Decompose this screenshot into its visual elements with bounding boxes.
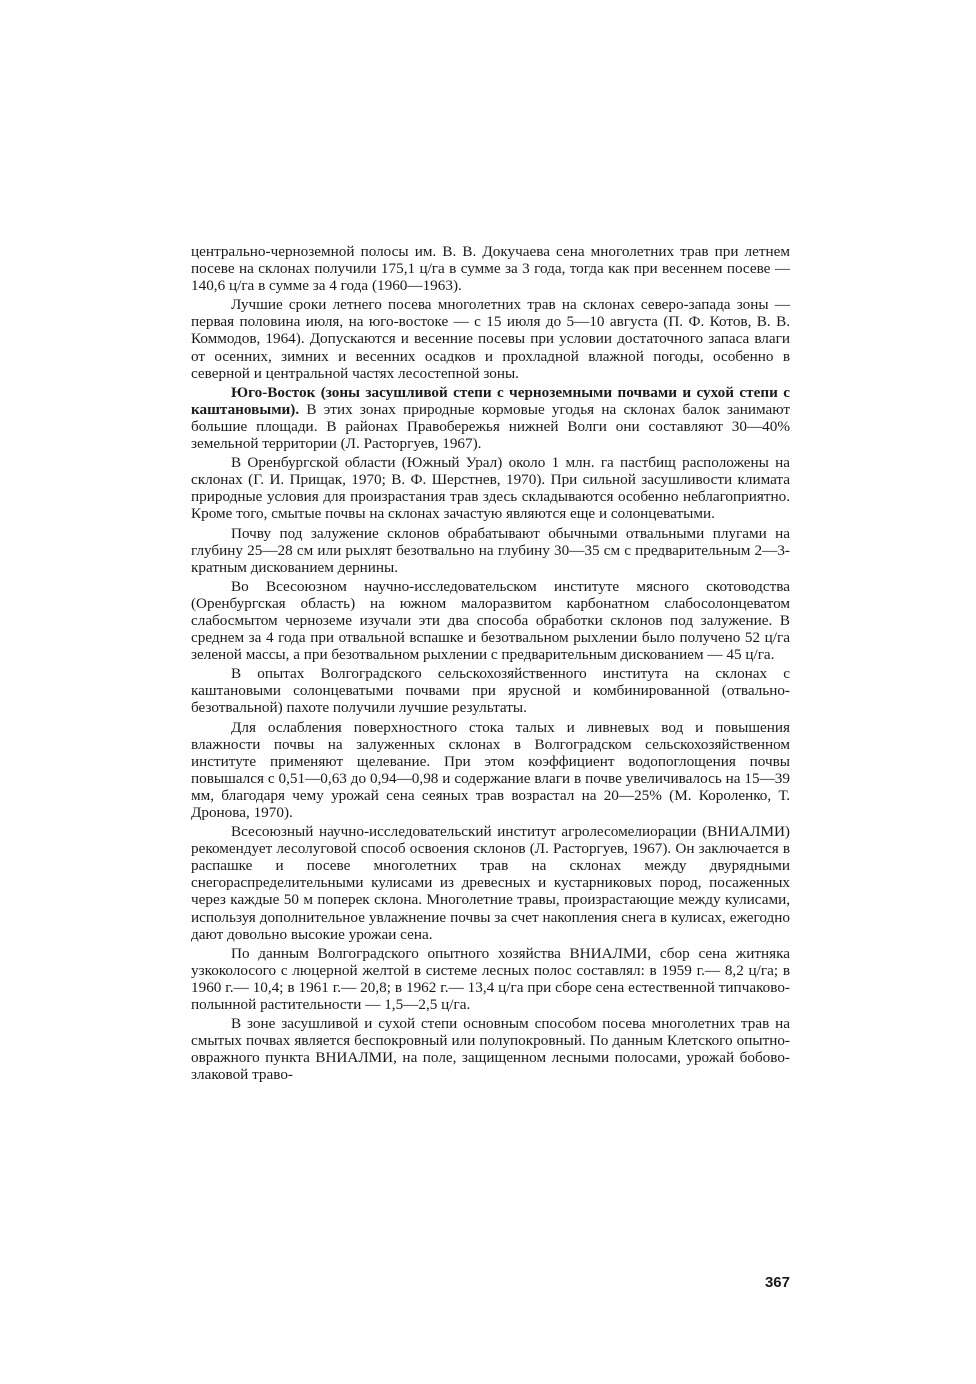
section-heading: Юго-Восток (зоны засушливой степи с черноземными почвами и сухой степи с каштановыми). bbox=[191, 383, 790, 418]
paragraph-1: центрально-черноземной полосы им. В. В. Докучаева сена многолетних трав при летнем посеве на склонах получили 175,1 ц/га в сумме за 3 года, тогда как при весеннем посеве — 140,6 ц/га в сумме за 4 года (1960—1963). bbox=[191, 243, 790, 295]
page-text-body bbox=[191, 243, 790, 1086]
paragraph-8: Для ослабления поверхностного стока талых и ливневых вод и повышения влажности почвы на залуженных склонах в Волгоградском сельскохозяйственном институте применяют щелевание. При этом коэффициент водопоглощения почвы повышался с 0,51—0,63 до 0,94—0,98 и содержание влаги в почве увеличивалось на 15—39 мм, благодаря чему урожай сена сеяных трав возрастал на 20—25% (М. Короленко, Т. Дронова, 1970). bbox=[191, 718, 790, 821]
paragraph-3 bbox=[191, 384, 790, 452]
paragraph-10: По данным Волгоградского опытного хозяйства ВНИАЛМИ, сбор сена житняка узкоколосого с люцерной желтой в системе лесных полос составлял: в 1959 г.— 8,2 ц/га; в 1960 г.— 10,4; в 1961 г.— 20,8; в 1962 г.— 13,4 ц/га при сборе сена естественной типчаково-полынной растительности — 1,5—2,5 ц/га. bbox=[191, 944, 790, 1014]
paragraph-11: В зоне засушливой и сухой степи основным способом посева многолетних трав на смытых почвах является беспокровный или полупокровный. По данным Клетского опытно-овражного пункта ВНИАЛМИ, на поле, защищенном лесными полосами, урожай бобово-злаковой траво- bbox=[191, 1015, 790, 1084]
paragraph-4: В Оренбургской области (Южный Урал) около 1 млн. га пастбищ расположены на склонах (Г. И. Прищак, 1970; В. Ф. Шерстнев, 1970). При сильной засушливости климата природные условия для произрастания трав здесь складываются особенно неблагоприятно. Кроме того, смытые почвы на склонах зачастую являются еще и солонцеватыми. bbox=[191, 454, 790, 523]
paragraph-2: Лучшие сроки летнего посева многолетних трав на склонах северо-запада зоны — первая половина июля, на юго-востоке — с 15 июля до 5—10 августа (П. Ф. Котов, В. В. Коммодов, 1964). Допускаются и весенние посевы при условии достаточного запаса влаги от осенних, зимних и весенних осадков и прохладной влажной погоды, особенно в северной и центральной частях лесостепной зоны. bbox=[191, 296, 790, 382]
paragraph-9: Всесоюзный научно-исследовательский институт агролесомелиорации (ВНИАЛМИ) рекомендует лесолуговой способ освоения склонов (Л. Расторгуев, 1967). Он заключается в распашке и посеве многолетних трав на склонах между двурядными снегораспределительными кулисами из древесных и кустарниковых пород, посаженных через каждые 50 м поперек склона. Многолетние травы, произрастающие между кулисами, используя дополнительное увлажнение почвы за счет накопления снега в кулисах, ежегодно дают довольно высокие урожаи сена. bbox=[191, 823, 790, 943]
paragraph-7: В опытах Волгоградского сельскохозяйственного института на склонах с каштановыми солонцеватыми почвами при ярусной и комбинированной (отвально-безотвальной) пахоте получили лучшие результаты. bbox=[191, 665, 790, 717]
paragraph-3-text: В этих зонах природные кормовые угодья на склонах балок занимают большие площади. В районах Правобережья нижней Волги они составляют 30—40% земельной территории (Л. Расторгуев, 1967). bbox=[191, 400, 790, 453]
paragraph-5: Почву под залужение склонов обрабатывают обычными отвальными плугами на глубину 25—28 см или рыхлят безотвально на глубину 30—35 см с предварительным 2—3-кратным дискованием дернины. bbox=[191, 524, 790, 576]
page-number: 367 bbox=[764, 1274, 790, 1291]
paragraph-6: Во Всесоюзном научно-исследовательском институте мясного скотоводства (Оренбургская область) на южном малоразвитом карбонатном слабосолонцеватом слабосмытом черноземе изучали эти два способа обработки склонов под залужение. В среднем за 4 года при отвальной вспашке и безотвальном рыхлении было получено 52 ц/га зеленой массы, а при безотвальном рыхлении с предварительным дискованием — 45 ц/га. bbox=[191, 577, 790, 664]
